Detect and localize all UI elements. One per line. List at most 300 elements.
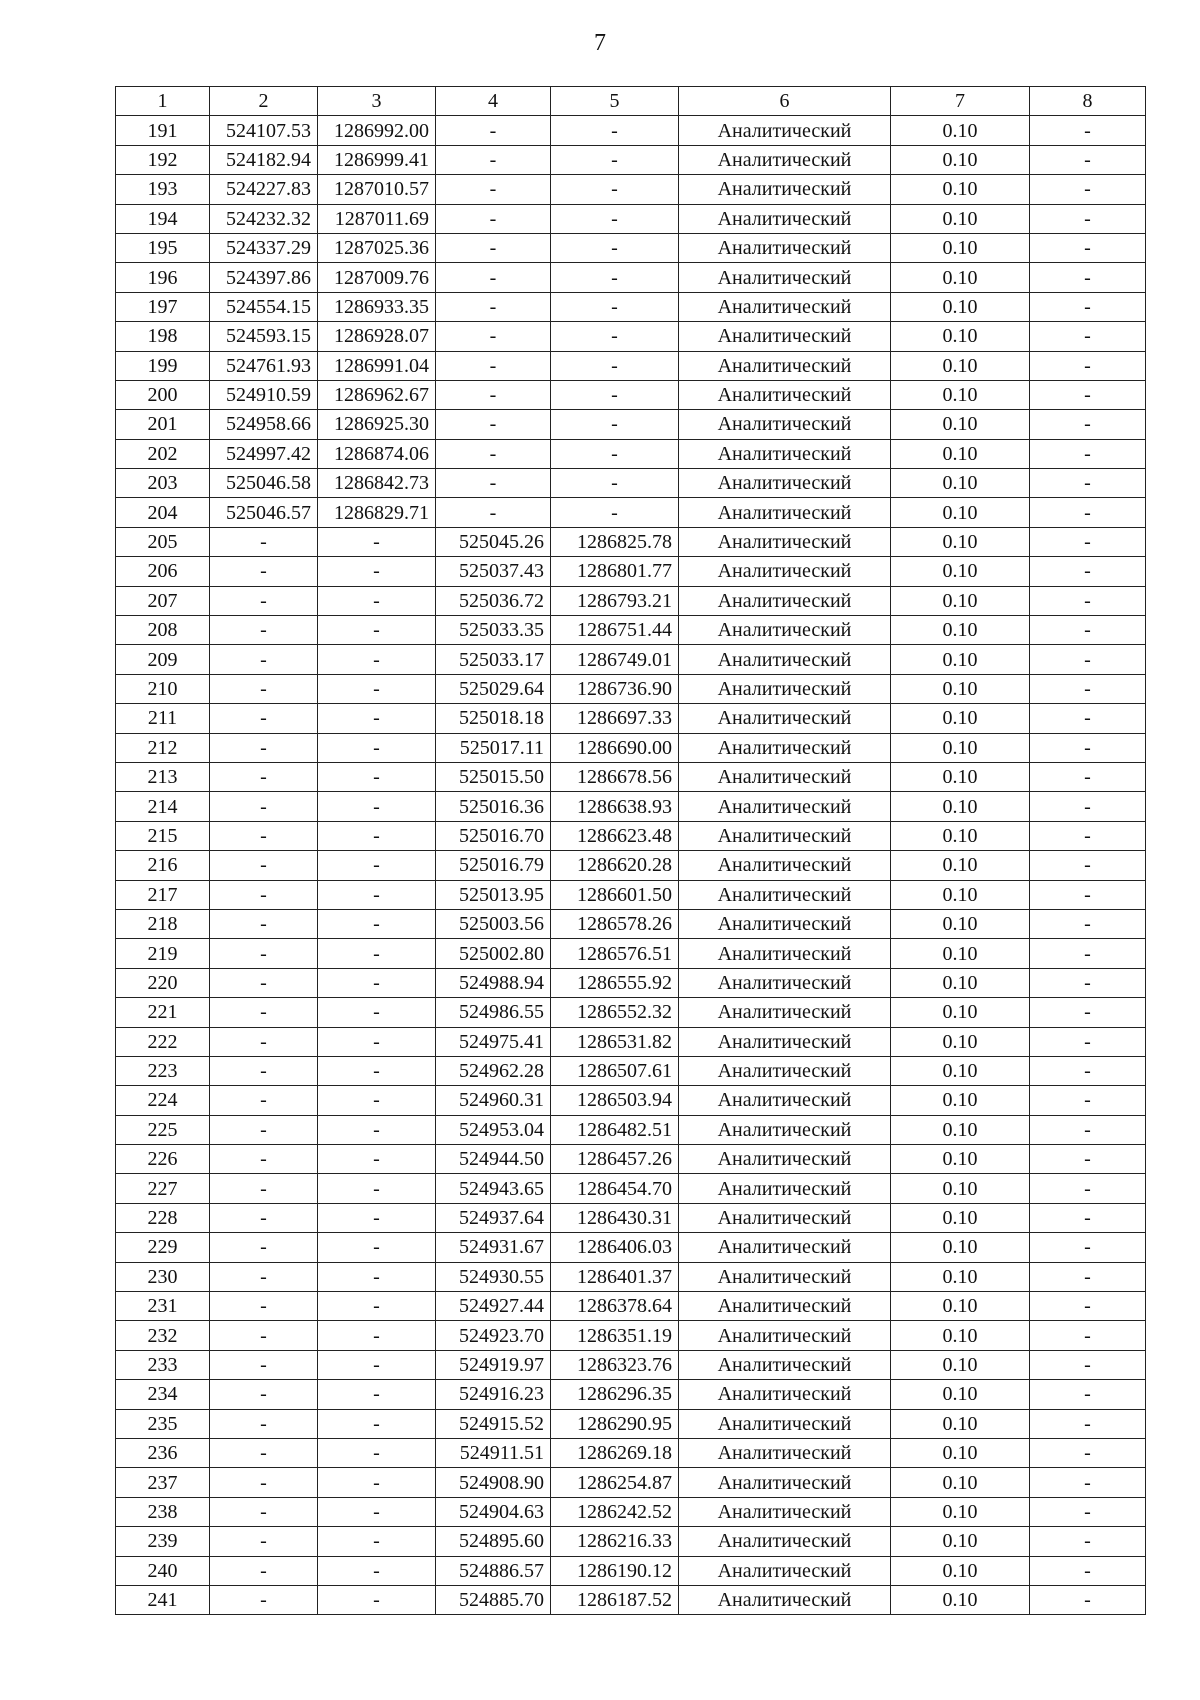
method-cell: Аналитический — [679, 998, 891, 1027]
x-old-cell: - — [210, 1145, 318, 1174]
y-new-cell: 1286187.52 — [551, 1585, 679, 1614]
accuracy-cell: 0.10 — [891, 968, 1030, 997]
y-old-cell: - — [318, 1174, 436, 1203]
point-number-cell: 226 — [116, 1145, 210, 1174]
y-new-cell: 1286555.92 — [551, 968, 679, 997]
x-new-cell: - — [436, 263, 551, 292]
y-new-cell: 1286290.95 — [551, 1409, 679, 1438]
table-row — [116, 1115, 1146, 1144]
point-number-cell: 227 — [116, 1174, 210, 1203]
x-new-cell: 525037.43 — [436, 557, 551, 586]
x-old-cell: - — [210, 1086, 318, 1115]
x-old-cell: - — [210, 792, 318, 821]
y-new-cell: 1286531.82 — [551, 1027, 679, 1056]
y-old-cell: - — [318, 1585, 436, 1614]
x-new-cell: 525003.56 — [436, 909, 551, 938]
y-old-cell: - — [318, 1292, 436, 1321]
table-row — [116, 998, 1146, 1027]
y-new-cell: 1286576.51 — [551, 939, 679, 968]
accuracy-cell: 0.10 — [891, 145, 1030, 174]
accuracy-cell: 0.10 — [891, 322, 1030, 351]
accuracy-cell: 0.10 — [891, 1203, 1030, 1232]
method-cell: Аналитический — [679, 1350, 891, 1379]
accuracy-cell: 0.10 — [891, 469, 1030, 498]
point-number-cell: 239 — [116, 1527, 210, 1556]
accuracy-cell: 0.10 — [891, 1556, 1030, 1585]
y-new-cell: 1286454.70 — [551, 1174, 679, 1203]
point-number-cell: 219 — [116, 939, 210, 968]
y-old-cell: 1286962.67 — [318, 380, 436, 409]
table-row — [116, 292, 1146, 321]
y-old-cell: - — [318, 1233, 436, 1262]
method-cell: Аналитический — [679, 498, 891, 527]
table-row — [116, 1350, 1146, 1379]
y-old-cell: - — [318, 1145, 436, 1174]
accuracy-cell: 0.10 — [891, 674, 1030, 703]
y-new-cell: - — [551, 380, 679, 409]
column-header: 5 — [551, 87, 679, 116]
method-cell: Аналитический — [679, 1203, 891, 1232]
x-new-cell: 524986.55 — [436, 998, 551, 1027]
y-new-cell: 1286323.76 — [551, 1350, 679, 1379]
point-number-cell: 228 — [116, 1203, 210, 1232]
table-row — [116, 263, 1146, 292]
point-number-cell: 204 — [116, 498, 210, 527]
y-new-cell: 1286401.37 — [551, 1262, 679, 1291]
point-number-cell: 206 — [116, 557, 210, 586]
note-cell: - — [1030, 410, 1146, 439]
method-cell: Аналитический — [679, 586, 891, 615]
y-old-cell: - — [318, 1321, 436, 1350]
y-old-cell: 1286842.73 — [318, 469, 436, 498]
y-new-cell: 1286601.50 — [551, 880, 679, 909]
note-cell: - — [1030, 527, 1146, 556]
accuracy-cell: 0.10 — [891, 880, 1030, 909]
y-new-cell: 1286638.93 — [551, 792, 679, 821]
method-cell: Аналитический — [679, 1527, 891, 1556]
x-old-cell: - — [210, 1321, 318, 1350]
note-cell: - — [1030, 233, 1146, 262]
method-cell: Аналитический — [679, 1145, 891, 1174]
x-new-cell: - — [436, 292, 551, 321]
x-new-cell: 525016.70 — [436, 821, 551, 850]
point-number-cell: 217 — [116, 880, 210, 909]
y-new-cell: 1286751.44 — [551, 616, 679, 645]
table-row — [116, 1086, 1146, 1115]
y-new-cell: 1286801.77 — [551, 557, 679, 586]
method-cell: Аналитический — [679, 733, 891, 762]
method-cell: Аналитический — [679, 351, 891, 380]
table-row — [116, 527, 1146, 556]
y-new-cell: 1286242.52 — [551, 1497, 679, 1526]
method-cell: Аналитический — [679, 616, 891, 645]
accuracy-cell: 0.10 — [891, 498, 1030, 527]
y-old-cell: 1286991.04 — [318, 351, 436, 380]
note-cell: - — [1030, 1585, 1146, 1614]
table-row — [116, 1233, 1146, 1262]
table-row — [116, 498, 1146, 527]
point-number-cell: 232 — [116, 1321, 210, 1350]
x-new-cell: 524904.63 — [436, 1497, 551, 1526]
y-old-cell: 1287011.69 — [318, 204, 436, 233]
y-old-cell: - — [318, 1380, 436, 1409]
point-number-cell: 221 — [116, 998, 210, 1027]
x-old-cell: 524107.53 — [210, 116, 318, 145]
table-row — [116, 909, 1146, 938]
x-new-cell: 524975.41 — [436, 1027, 551, 1056]
method-cell: Аналитический — [679, 1468, 891, 1497]
note-cell: - — [1030, 1438, 1146, 1467]
table-row — [116, 880, 1146, 909]
y-new-cell: 1286503.94 — [551, 1086, 679, 1115]
y-old-cell: - — [318, 1468, 436, 1497]
accuracy-cell: 0.10 — [891, 1086, 1030, 1115]
method-cell: Аналитический — [679, 1556, 891, 1585]
note-cell: - — [1030, 1027, 1146, 1056]
note-cell: - — [1030, 1380, 1146, 1409]
method-cell: Аналитический — [679, 909, 891, 938]
note-cell: - — [1030, 1056, 1146, 1085]
x-old-cell: - — [210, 1056, 318, 1085]
y-new-cell: - — [551, 263, 679, 292]
table-row — [116, 821, 1146, 850]
note-cell: - — [1030, 204, 1146, 233]
table-row — [116, 233, 1146, 262]
y-new-cell: - — [551, 292, 679, 321]
x-new-cell: 524911.51 — [436, 1438, 551, 1467]
x-new-cell: 524944.50 — [436, 1145, 551, 1174]
y-new-cell: - — [551, 116, 679, 145]
table-row — [116, 322, 1146, 351]
note-cell: - — [1030, 998, 1146, 1027]
table-row — [116, 645, 1146, 674]
point-number-cell: 231 — [116, 1292, 210, 1321]
accuracy-cell: 0.10 — [891, 292, 1030, 321]
accuracy-cell: 0.10 — [891, 1174, 1030, 1203]
y-new-cell: - — [551, 204, 679, 233]
y-new-cell: 1286825.78 — [551, 527, 679, 556]
x-old-cell: - — [210, 880, 318, 909]
accuracy-cell: 0.10 — [891, 1409, 1030, 1438]
point-number-cell: 224 — [116, 1086, 210, 1115]
accuracy-cell: 0.10 — [891, 733, 1030, 762]
point-number-cell: 191 — [116, 116, 210, 145]
table-row — [116, 175, 1146, 204]
y-new-cell: 1286623.48 — [551, 821, 679, 850]
point-number-cell: 192 — [116, 145, 210, 174]
table-row — [116, 116, 1146, 145]
point-number-cell: 230 — [116, 1262, 210, 1291]
y-old-cell: - — [318, 968, 436, 997]
method-cell: Аналитический — [679, 1056, 891, 1085]
point-number-cell: 194 — [116, 204, 210, 233]
y-new-cell: 1286269.18 — [551, 1438, 679, 1467]
method-cell: Аналитический — [679, 410, 891, 439]
table-row — [116, 968, 1146, 997]
method-cell: Аналитический — [679, 1174, 891, 1203]
method-cell: Аналитический — [679, 527, 891, 556]
point-number-cell: 215 — [116, 821, 210, 850]
note-cell: - — [1030, 322, 1146, 351]
accuracy-cell: 0.10 — [891, 1380, 1030, 1409]
x-new-cell: 524886.57 — [436, 1556, 551, 1585]
note-cell: - — [1030, 762, 1146, 791]
y-old-cell: - — [318, 998, 436, 1027]
method-cell: Аналитический — [679, 1321, 891, 1350]
point-number-cell: 234 — [116, 1380, 210, 1409]
method-cell: Аналитический — [679, 1409, 891, 1438]
point-number-cell: 212 — [116, 733, 210, 762]
point-number-cell: 197 — [116, 292, 210, 321]
note-cell: - — [1030, 1292, 1146, 1321]
x-new-cell: 525016.36 — [436, 792, 551, 821]
x-old-cell: - — [210, 1438, 318, 1467]
table-row — [116, 1262, 1146, 1291]
note-cell: - — [1030, 380, 1146, 409]
table-row — [116, 1585, 1146, 1614]
table-row — [116, 1145, 1146, 1174]
y-old-cell: 1286999.41 — [318, 145, 436, 174]
column-header: 4 — [436, 87, 551, 116]
y-old-cell: - — [318, 645, 436, 674]
note-cell: - — [1030, 498, 1146, 527]
accuracy-cell: 0.10 — [891, 557, 1030, 586]
x-old-cell: - — [210, 1497, 318, 1526]
x-old-cell: 525046.58 — [210, 469, 318, 498]
y-new-cell: 1286378.64 — [551, 1292, 679, 1321]
x-old-cell: - — [210, 1233, 318, 1262]
x-new-cell: 525033.17 — [436, 645, 551, 674]
x-new-cell: 525033.35 — [436, 616, 551, 645]
y-new-cell: 1286578.26 — [551, 909, 679, 938]
x-old-cell: - — [210, 909, 318, 938]
x-new-cell: 524962.28 — [436, 1056, 551, 1085]
x-new-cell: 524885.70 — [436, 1585, 551, 1614]
accuracy-cell: 0.10 — [891, 1027, 1030, 1056]
accuracy-cell: 0.10 — [891, 1585, 1030, 1614]
accuracy-cell: 0.10 — [891, 351, 1030, 380]
note-cell: - — [1030, 821, 1146, 850]
y-old-cell: - — [318, 909, 436, 938]
point-number-cell: 193 — [116, 175, 210, 204]
x-new-cell: 525002.80 — [436, 939, 551, 968]
note-cell: - — [1030, 116, 1146, 145]
accuracy-cell: 0.10 — [891, 263, 1030, 292]
note-cell: - — [1030, 586, 1146, 615]
point-number-cell: 235 — [116, 1409, 210, 1438]
x-new-cell: - — [436, 498, 551, 527]
table-row — [116, 410, 1146, 439]
column-header: 3 — [318, 87, 436, 116]
point-number-cell: 210 — [116, 674, 210, 703]
point-number-cell: 223 — [116, 1056, 210, 1085]
note-cell: - — [1030, 704, 1146, 733]
x-new-cell: 524895.60 — [436, 1527, 551, 1556]
x-old-cell: - — [210, 1262, 318, 1291]
accuracy-cell: 0.10 — [891, 1233, 1030, 1262]
x-old-cell: 524910.59 — [210, 380, 318, 409]
y-old-cell: - — [318, 1527, 436, 1556]
point-number-cell: 240 — [116, 1556, 210, 1585]
point-number-cell: 209 — [116, 645, 210, 674]
method-cell: Аналитический — [679, 380, 891, 409]
y-old-cell: - — [318, 733, 436, 762]
point-number-cell: 203 — [116, 469, 210, 498]
y-new-cell: 1286216.33 — [551, 1527, 679, 1556]
y-new-cell: - — [551, 175, 679, 204]
x-old-cell: - — [210, 851, 318, 880]
method-cell: Аналитический — [679, 1233, 891, 1262]
note-cell: - — [1030, 175, 1146, 204]
coordinates-table — [115, 86, 1146, 1615]
y-new-cell: 1286430.31 — [551, 1203, 679, 1232]
table-row — [116, 380, 1146, 409]
table-row — [116, 733, 1146, 762]
y-old-cell: 1287025.36 — [318, 233, 436, 262]
accuracy-cell: 0.10 — [891, 704, 1030, 733]
note-cell: - — [1030, 263, 1146, 292]
y-old-cell: 1287010.57 — [318, 175, 436, 204]
x-new-cell: 524988.94 — [436, 968, 551, 997]
note-cell: - — [1030, 909, 1146, 938]
method-cell: Аналитический — [679, 1497, 891, 1526]
x-old-cell: - — [210, 1468, 318, 1497]
x-new-cell: 525045.26 — [436, 527, 551, 556]
method-cell: Аналитический — [679, 1438, 891, 1467]
y-new-cell: 1286793.21 — [551, 586, 679, 615]
x-old-cell: - — [210, 968, 318, 997]
accuracy-cell: 0.10 — [891, 1497, 1030, 1526]
method-cell: Аналитический — [679, 1027, 891, 1056]
accuracy-cell: 0.10 — [891, 762, 1030, 791]
method-cell: Аналитический — [679, 469, 891, 498]
x-new-cell: 524915.52 — [436, 1409, 551, 1438]
x-new-cell: - — [436, 145, 551, 174]
x-old-cell: - — [210, 1380, 318, 1409]
x-new-cell: 524916.23 — [436, 1380, 551, 1409]
method-cell: Аналитический — [679, 880, 891, 909]
accuracy-cell: 0.10 — [891, 1145, 1030, 1174]
x-old-cell: - — [210, 998, 318, 1027]
y-old-cell: - — [318, 1350, 436, 1379]
y-new-cell: 1286736.90 — [551, 674, 679, 703]
y-old-cell: 1287009.76 — [318, 263, 436, 292]
method-cell: Аналитический — [679, 704, 891, 733]
x-old-cell: - — [210, 1585, 318, 1614]
y-old-cell: - — [318, 1056, 436, 1085]
x-new-cell: 524953.04 — [436, 1115, 551, 1144]
method-cell: Аналитический — [679, 1292, 891, 1321]
note-cell: - — [1030, 1468, 1146, 1497]
column-header: 6 — [679, 87, 891, 116]
method-cell: Аналитический — [679, 175, 891, 204]
table-row — [116, 1527, 1146, 1556]
y-new-cell: 1286254.87 — [551, 1468, 679, 1497]
table-row — [116, 1380, 1146, 1409]
x-old-cell: 524182.94 — [210, 145, 318, 174]
y-new-cell: 1286457.26 — [551, 1145, 679, 1174]
x-new-cell: 524908.90 — [436, 1468, 551, 1497]
y-old-cell: 1286933.35 — [318, 292, 436, 321]
point-number-cell: 216 — [116, 851, 210, 880]
note-cell: - — [1030, 292, 1146, 321]
x-old-cell: 524958.66 — [210, 410, 318, 439]
y-old-cell: 1286992.00 — [318, 116, 436, 145]
x-new-cell: 524927.44 — [436, 1292, 551, 1321]
y-old-cell: - — [318, 1556, 436, 1585]
y-old-cell: - — [318, 792, 436, 821]
y-old-cell: - — [318, 616, 436, 645]
y-new-cell: 1286507.61 — [551, 1056, 679, 1085]
x-old-cell: 524593.15 — [210, 322, 318, 351]
note-cell: - — [1030, 880, 1146, 909]
note-cell: - — [1030, 968, 1146, 997]
x-new-cell: 524937.64 — [436, 1203, 551, 1232]
y-old-cell: - — [318, 527, 436, 556]
note-cell: - — [1030, 851, 1146, 880]
point-number-cell: 200 — [116, 380, 210, 409]
x-new-cell: 524943.65 — [436, 1174, 551, 1203]
note-cell: - — [1030, 145, 1146, 174]
point-number-cell: 205 — [116, 527, 210, 556]
x-new-cell: 525015.50 — [436, 762, 551, 791]
table-row — [116, 1321, 1146, 1350]
note-cell: - — [1030, 1115, 1146, 1144]
accuracy-cell: 0.10 — [891, 792, 1030, 821]
x-new-cell: - — [436, 116, 551, 145]
y-new-cell: 1286482.51 — [551, 1115, 679, 1144]
x-old-cell: - — [210, 557, 318, 586]
note-cell: - — [1030, 1556, 1146, 1585]
column-header: 8 — [1030, 87, 1146, 116]
note-cell: - — [1030, 674, 1146, 703]
x-new-cell: - — [436, 175, 551, 204]
y-old-cell: - — [318, 762, 436, 791]
method-cell: Аналитический — [679, 1115, 891, 1144]
y-new-cell: 1286406.03 — [551, 1233, 679, 1262]
x-old-cell: 524337.29 — [210, 233, 318, 262]
table-row — [116, 439, 1146, 468]
point-number-cell: 199 — [116, 351, 210, 380]
table-body — [116, 116, 1146, 1615]
point-number-cell: 195 — [116, 233, 210, 262]
note-cell: - — [1030, 1262, 1146, 1291]
accuracy-cell: 0.10 — [891, 1527, 1030, 1556]
method-cell: Аналитический — [679, 674, 891, 703]
point-number-cell: 201 — [116, 410, 210, 439]
point-number-cell: 233 — [116, 1350, 210, 1379]
accuracy-cell: 0.10 — [891, 233, 1030, 262]
x-old-cell: - — [210, 1350, 318, 1379]
y-new-cell: - — [551, 439, 679, 468]
point-number-cell: 196 — [116, 263, 210, 292]
y-old-cell: - — [318, 939, 436, 968]
y-new-cell: 1286620.28 — [551, 851, 679, 880]
accuracy-cell: 0.10 — [891, 645, 1030, 674]
y-old-cell: - — [318, 1086, 436, 1115]
note-cell: - — [1030, 616, 1146, 645]
point-number-cell: 214 — [116, 792, 210, 821]
table-row — [116, 1292, 1146, 1321]
y-old-cell: - — [318, 1497, 436, 1526]
x-new-cell: 525017.11 — [436, 733, 551, 762]
method-cell: Аналитический — [679, 1262, 891, 1291]
table-row — [116, 1556, 1146, 1585]
table-row — [116, 469, 1146, 498]
x-new-cell: 524931.67 — [436, 1233, 551, 1262]
x-old-cell: 524232.32 — [210, 204, 318, 233]
y-new-cell: 1286190.12 — [551, 1556, 679, 1585]
